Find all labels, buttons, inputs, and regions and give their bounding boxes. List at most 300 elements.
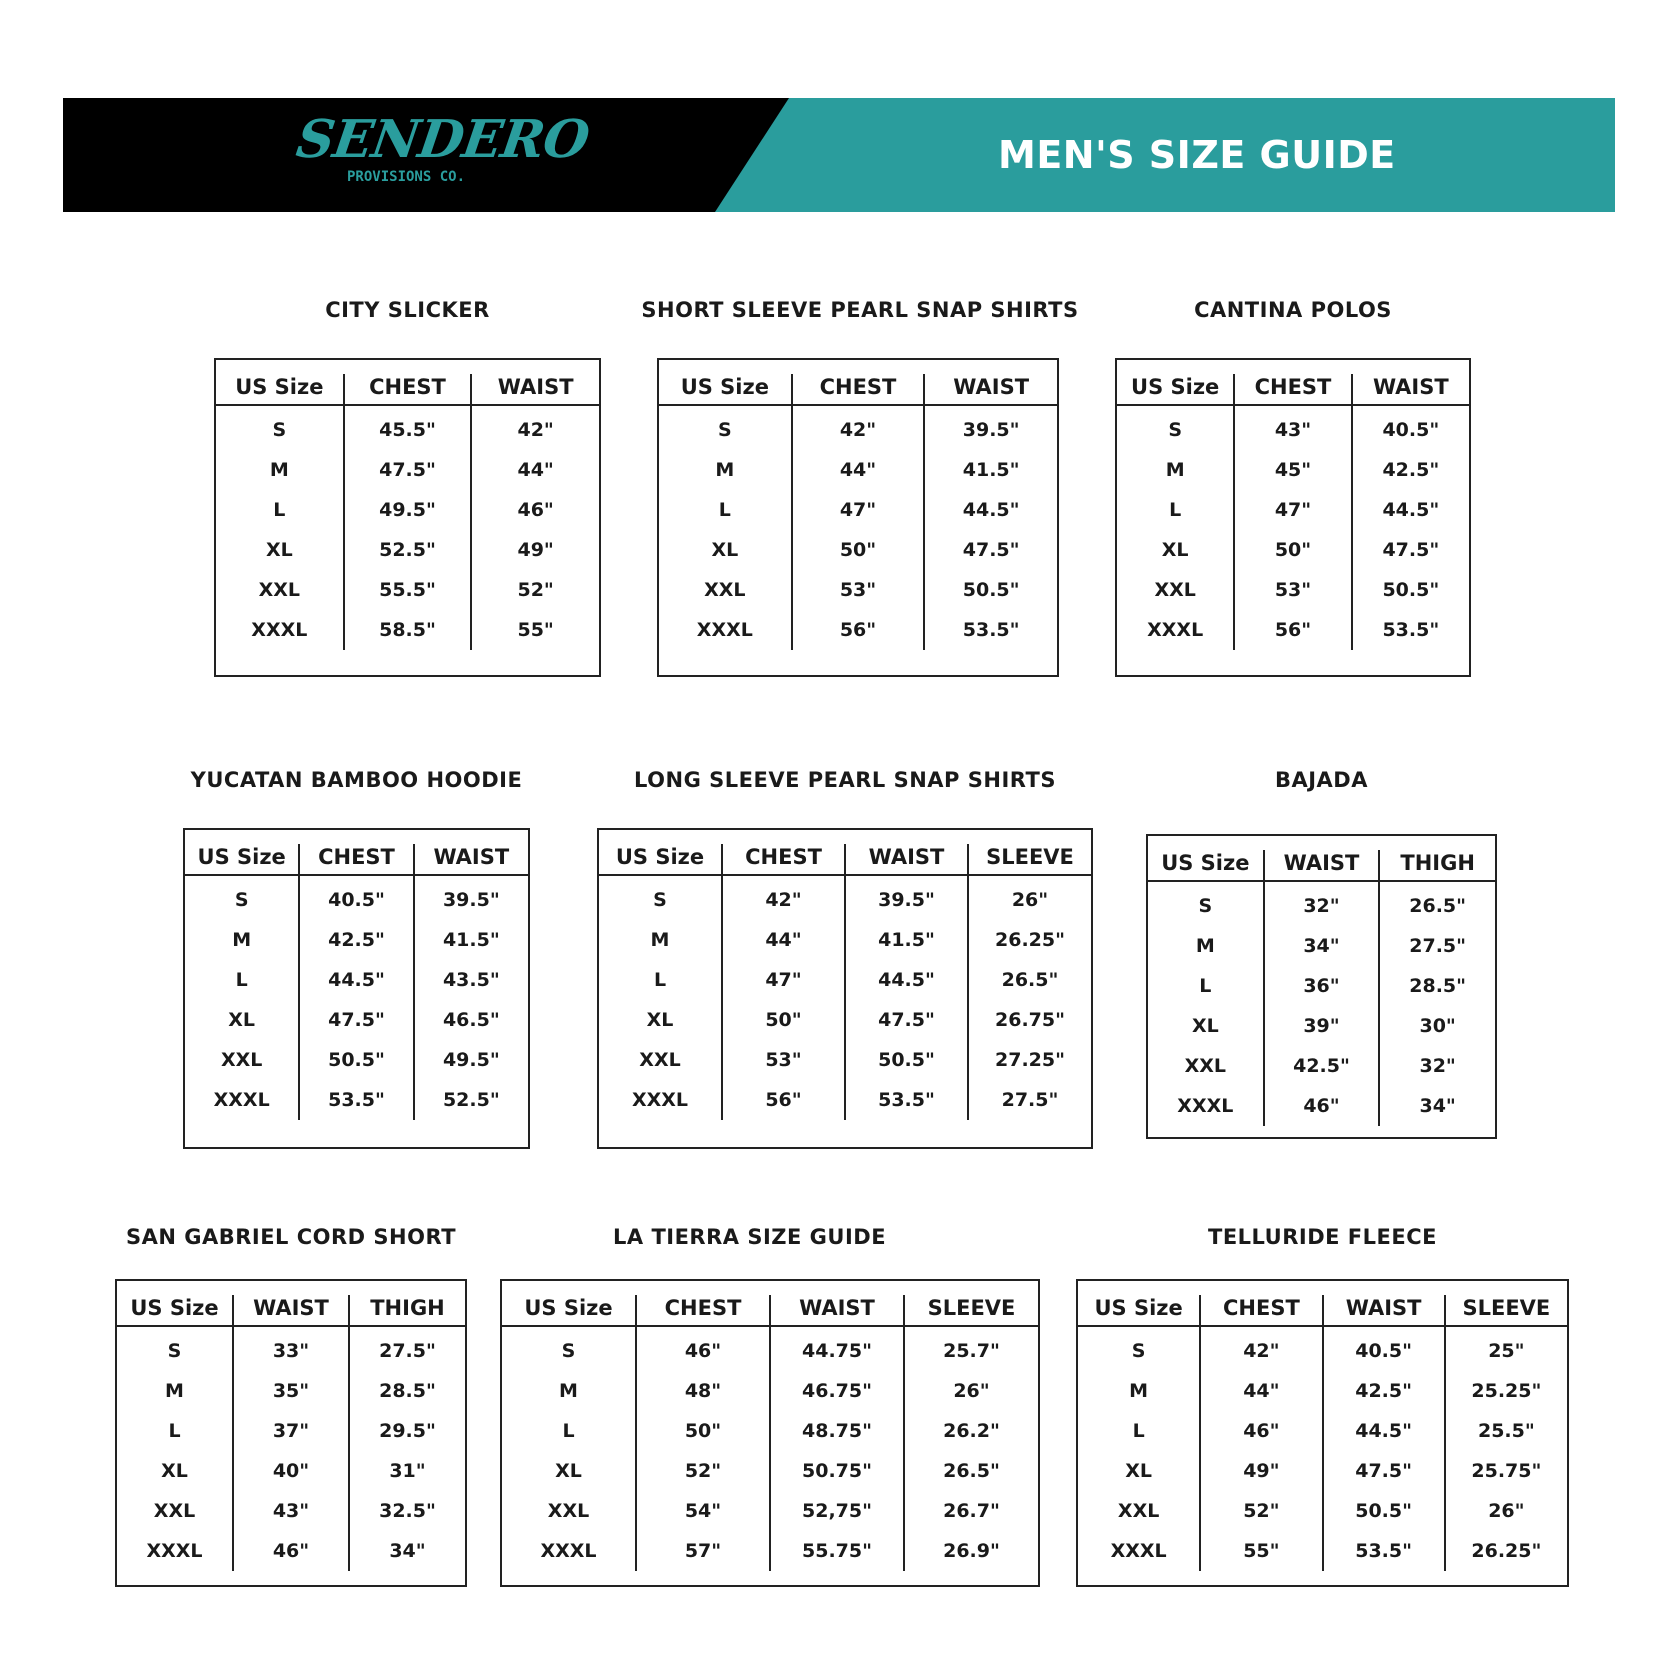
size-label-cell: L [1199, 975, 1212, 998]
measurement-cell: 26.5" [968, 960, 1091, 1000]
column-header: US Size [1148, 850, 1264, 881]
column-header: US Size [599, 844, 722, 875]
brand-name: SENDERO [292, 109, 593, 170]
measurement-cell: 26.25" [1445, 1531, 1567, 1571]
table-row [117, 1451, 465, 1491]
measurement-cell: 26.5" [1379, 881, 1495, 926]
measurement-cell: 42" [471, 405, 599, 450]
measurement-cell: 50.5" [924, 570, 1057, 610]
measurement-cell: 42" [722, 875, 845, 920]
measurement-cell: 46" [1264, 1086, 1380, 1126]
table-row [117, 1371, 465, 1411]
table-row [117, 1411, 465, 1451]
measurement-cell: 44.5" [299, 960, 413, 1000]
table-row [1117, 490, 1469, 530]
table-row [599, 1000, 1091, 1040]
size-label-cell: XXL [220, 1049, 263, 1072]
size-label-cell: M [1195, 935, 1215, 958]
column-header: WAIST [1323, 1295, 1445, 1326]
measurement-cell: 42.5" [299, 920, 413, 960]
column-header: SLEEVE [968, 844, 1091, 875]
measurement-cell: 50" [636, 1411, 770, 1451]
table-row [1117, 530, 1469, 570]
size-label-cell: XXL [153, 1500, 196, 1523]
size-label-cell: XL [1125, 1460, 1152, 1483]
measurement-cell: 52" [636, 1451, 770, 1491]
measurement-cell: 55" [471, 610, 599, 650]
size-label-cell: S [717, 419, 732, 442]
measurement-cell: 53.5" [1352, 610, 1469, 650]
measurement-cell: 45.5" [344, 405, 472, 450]
size-label-cell: S [1131, 1340, 1146, 1363]
measurement-cell: 46.5" [414, 1000, 528, 1040]
measurement-cell: 52.5" [414, 1080, 528, 1120]
measurement-cell: 42.5" [1352, 450, 1469, 490]
size-table-telluride-fleece [1076, 1279, 1569, 1587]
measurement-cell: 49.5" [414, 1040, 528, 1080]
measurement-cell: 50.75" [770, 1451, 904, 1491]
size-label-cell: XXL [1117, 1500, 1160, 1523]
size-label-cell: M [715, 459, 735, 482]
size-label-cell: XXXL [631, 1089, 689, 1112]
measurement-cell: 52,75" [770, 1491, 904, 1531]
size-label-cell: XL [265, 539, 293, 562]
table-row [185, 920, 528, 960]
column-header: WAIST [1352, 374, 1469, 405]
measurement-cell: 53.5" [845, 1080, 968, 1120]
measurement-cell: 39" [1264, 1006, 1380, 1046]
size-label-cell: L [168, 1420, 181, 1443]
table-row [216, 405, 599, 450]
column-header: WAIST [233, 1295, 349, 1326]
table-row [502, 1411, 1038, 1451]
measurement-cell: 52" [1200, 1491, 1322, 1531]
measurement-cell: 26.5" [904, 1451, 1038, 1491]
size-table-grid [185, 844, 528, 1120]
measurement-cell: 42" [1200, 1326, 1322, 1371]
measurement-cell: 53.5" [1323, 1531, 1445, 1571]
table-row [599, 920, 1091, 960]
measurement-cell: 28.5" [1379, 966, 1495, 1006]
measurement-cell: 53.5" [299, 1080, 413, 1120]
size-label-cell: XXXL [540, 1540, 597, 1563]
column-header: CHEST [299, 844, 413, 875]
table-row [1148, 926, 1495, 966]
table-row [659, 450, 1057, 490]
table-row [1148, 1006, 1495, 1046]
measurement-cell: 47.5" [344, 450, 472, 490]
measurement-cell: 41.5" [414, 920, 528, 960]
measurement-cell: 25.7" [904, 1326, 1038, 1371]
size-label-cell: M [232, 929, 252, 952]
size-table-la-tierra [500, 1279, 1040, 1587]
measurement-cell: 53" [722, 1040, 845, 1080]
measurement-cell: 50.5" [1323, 1491, 1445, 1531]
size-label-cell: M [559, 1380, 578, 1403]
measurement-cell: 43" [233, 1491, 349, 1531]
column-header: THIGH [1379, 850, 1495, 881]
column-header: SLEEVE [1445, 1295, 1567, 1326]
size-label-cell: M [650, 929, 670, 952]
page-title: MEN'S SIZE GUIDE [998, 133, 1396, 177]
size-label-cell: XXL [1184, 1055, 1227, 1078]
size-label-cell: L [718, 499, 731, 522]
table-row [216, 450, 599, 490]
column-header: WAIST [1264, 850, 1380, 881]
column-header: WAIST [770, 1295, 904, 1326]
measurement-cell: 47.5" [299, 1000, 413, 1040]
table-row [1117, 450, 1469, 490]
measurement-cell: 40" [233, 1451, 349, 1491]
measurement-cell: 46" [1200, 1411, 1322, 1451]
table-row [1117, 570, 1469, 610]
measurement-cell: 39.5" [414, 875, 528, 920]
table-row [502, 1531, 1038, 1571]
table-header-row [185, 844, 528, 875]
table-row [1078, 1411, 1567, 1451]
measurement-cell: 25.5" [1445, 1411, 1567, 1451]
table-row [1117, 610, 1469, 650]
measurement-cell: 26" [968, 875, 1091, 920]
measurement-cell: 27.25" [968, 1040, 1091, 1080]
size-table-grid [1078, 1295, 1567, 1571]
measurement-cell: 50.5" [299, 1040, 413, 1080]
measurement-cell: 52.5" [344, 530, 472, 570]
measurement-cell: 44" [722, 920, 845, 960]
measurement-cell: 25.75" [1445, 1451, 1567, 1491]
size-table-grid [502, 1295, 1038, 1571]
measurement-cell: 33" [233, 1326, 349, 1371]
chart-title-telluride-fleece: TELLURIDE FLEECE [1208, 1225, 1437, 1249]
measurement-cell: 58.5" [344, 610, 472, 650]
size-table-cantina-polos [1115, 358, 1471, 677]
table-row [117, 1491, 465, 1531]
measurement-cell: 50" [792, 530, 925, 570]
size-table-san-gabriel-cord-short [115, 1279, 467, 1587]
table-row [1148, 966, 1495, 1006]
brand-subtitle: PROVISIONS CO. [347, 169, 466, 185]
measurement-cell: 41.5" [845, 920, 968, 960]
chart-title-san-gabriel-cord-short: SAN GABRIEL CORD SHORT [125, 1225, 457, 1249]
column-header: CHEST [344, 374, 472, 405]
table-row [599, 875, 1091, 920]
measurement-cell: 40.5" [1352, 405, 1469, 450]
table-row [1117, 405, 1469, 450]
measurement-cell: 57" [636, 1531, 770, 1571]
measurement-cell: 56" [1234, 610, 1351, 650]
size-label-cell: S [234, 889, 249, 912]
measurement-cell: 47" [792, 490, 925, 530]
measurement-cell: 29.5" [349, 1411, 465, 1451]
size-table-grid [599, 844, 1091, 1120]
measurement-cell: 27.5" [1379, 926, 1495, 966]
chart-title-bajada: BAJADA [1274, 768, 1368, 792]
measurement-cell: 25.25" [1445, 1371, 1567, 1411]
size-label-cell: S [272, 419, 287, 442]
chart-title-long-sleeve-pearl-snap: LONG SLEEVE PEARL SNAP SHIRTS [634, 768, 1056, 792]
chart-title-city-slicker: CITY SLICKER [325, 298, 490, 322]
column-header: WAIST [924, 374, 1057, 405]
table-header-row [502, 1295, 1038, 1326]
size-label-cell: L [1132, 1420, 1145, 1443]
column-header: WAIST [845, 844, 968, 875]
column-header: CHEST [1200, 1295, 1322, 1326]
column-header: US Size [1117, 374, 1234, 405]
column-header: US Size [216, 374, 344, 405]
size-label-cell: XL [1161, 539, 1189, 562]
size-label-cell: L [653, 969, 667, 992]
measurement-cell: 34" [1264, 926, 1380, 966]
measurement-cell: 44.5" [1352, 490, 1469, 530]
table-row [117, 1326, 465, 1371]
chart-title-yucatan-bamboo-hoodie: YUCATAN BAMBOO HOODIE [190, 768, 523, 792]
measurement-cell: 52" [471, 570, 599, 610]
measurement-cell: 50" [722, 1000, 845, 1040]
column-header: CHEST [722, 844, 845, 875]
measurement-cell: 50.5" [845, 1040, 968, 1080]
size-label-cell: XXL [704, 579, 746, 602]
measurement-cell: 31" [349, 1451, 465, 1491]
size-table-grid [216, 374, 599, 650]
measurement-cell: 44.75" [770, 1326, 904, 1371]
size-label-cell: L [235, 969, 248, 992]
column-header: CHEST [792, 374, 925, 405]
column-header: US Size [185, 844, 299, 875]
size-table-grid [1117, 374, 1469, 650]
measurement-cell: 37" [233, 1411, 349, 1451]
measurement-cell: 47.5" [845, 1000, 968, 1040]
table-row [502, 1451, 1038, 1491]
measurement-cell: 48" [636, 1371, 770, 1411]
measurement-cell: 49" [471, 530, 599, 570]
measurement-cell: 44.5" [924, 490, 1057, 530]
size-label-cell: XL [161, 1460, 188, 1483]
table-row [502, 1491, 1038, 1531]
size-table-yucatan-bamboo-hoodie [183, 828, 530, 1149]
size-label-cell: XXXL [1110, 1540, 1167, 1563]
table-row [216, 610, 599, 650]
size-label-cell: XL [646, 1009, 674, 1032]
size-label-cell: XXXL [1147, 619, 1204, 642]
table-row [216, 490, 599, 530]
table-row [185, 1080, 528, 1120]
table-row [1078, 1531, 1567, 1571]
measurement-cell: 25" [1445, 1326, 1567, 1371]
measurement-cell: 49" [1200, 1451, 1322, 1491]
measurement-cell: 47" [1234, 490, 1351, 530]
measurement-cell: 26" [904, 1371, 1038, 1411]
size-label-cell: XL [711, 539, 739, 562]
size-label-cell: M [165, 1380, 184, 1403]
table-row [1148, 1046, 1495, 1086]
brand-logo [292, 109, 597, 204]
measurement-cell: 41.5" [924, 450, 1057, 490]
measurement-cell: 50.5" [1352, 570, 1469, 610]
table-row [659, 530, 1057, 570]
measurement-cell: 27.5" [968, 1080, 1091, 1120]
measurement-cell: 56" [792, 610, 925, 650]
column-header: WAIST [414, 844, 528, 875]
measurement-cell: 36" [1264, 966, 1380, 1006]
size-table-bajada [1146, 834, 1497, 1139]
table-row [185, 960, 528, 1000]
table-row [599, 1080, 1091, 1120]
measurement-cell: 32" [1264, 881, 1380, 926]
measurement-cell: 46" [233, 1531, 349, 1571]
chart-title-cantina-polos: CANTINA POLOS [1194, 298, 1392, 322]
measurement-cell: 44.5" [1323, 1411, 1445, 1451]
table-row [502, 1371, 1038, 1411]
measurement-cell: 47" [722, 960, 845, 1000]
measurement-cell: 27.5" [349, 1326, 465, 1371]
size-label-cell: XL [228, 1009, 256, 1032]
size-label-cell: XXL [639, 1049, 681, 1072]
measurement-cell: 34" [1379, 1086, 1495, 1126]
chart-title-short-sleeve-pearl-snap: SHORT SLEEVE PEARL SNAP SHIRTS [641, 298, 1079, 322]
table-header-row [599, 844, 1091, 875]
table-row [1078, 1491, 1567, 1531]
table-header-row [117, 1295, 465, 1326]
table-row [599, 1040, 1091, 1080]
measurement-cell: 26.25" [968, 920, 1091, 960]
measurement-cell: 26.7" [904, 1491, 1038, 1531]
size-label-cell: XL [555, 1460, 582, 1483]
table-row [1078, 1371, 1567, 1411]
measurement-cell: 28.5" [349, 1371, 465, 1411]
size-label-cell: L [273, 499, 286, 522]
size-table-grid [1148, 850, 1495, 1126]
measurement-cell: 55" [1200, 1531, 1322, 1571]
column-header: SLEEVE [904, 1295, 1038, 1326]
table-row [599, 960, 1091, 1000]
table-row [1078, 1326, 1567, 1371]
measurement-cell: 35" [233, 1371, 349, 1411]
measurement-cell: 26.75" [968, 1000, 1091, 1040]
measurement-cell: 44" [792, 450, 925, 490]
measurement-cell: 47.5" [1352, 530, 1469, 570]
column-header: WAIST [471, 374, 599, 405]
table-row [216, 530, 599, 570]
size-label-cell: XL [1191, 1015, 1219, 1038]
header-banner [63, 98, 1615, 212]
size-label-cell: XXXL [146, 1540, 203, 1563]
size-label-cell: M [269, 459, 289, 482]
table-row [117, 1531, 465, 1571]
measurement-cell: 39.5" [845, 875, 968, 920]
measurement-cell: 42.5" [1264, 1046, 1380, 1086]
measurement-cell: 26.2" [904, 1411, 1038, 1451]
measurement-cell: 26" [1445, 1491, 1567, 1531]
size-label-cell: XXL [1154, 579, 1196, 602]
size-label-cell: XXXL [696, 619, 753, 642]
measurement-cell: 44" [471, 450, 599, 490]
measurement-cell: 54" [636, 1491, 770, 1531]
measurement-cell: 45" [1234, 450, 1351, 490]
column-header: US Size [659, 374, 792, 405]
table-header-row [659, 374, 1057, 405]
measurement-cell: 32.5" [349, 1491, 465, 1531]
column-header: US Size [117, 1295, 233, 1326]
size-label-cell: L [1169, 499, 1182, 522]
measurement-cell: 34" [349, 1531, 465, 1571]
measurement-cell: 43" [1234, 405, 1351, 450]
table-row [185, 875, 528, 920]
table-header-row [1078, 1295, 1567, 1326]
table-header-row [1148, 850, 1495, 881]
measurement-cell: 42.5" [1323, 1371, 1445, 1411]
size-label-cell: L [562, 1420, 575, 1443]
size-label-cell: XXXL [213, 1089, 270, 1112]
size-label-cell: M [1165, 459, 1185, 482]
measurement-cell: 46" [471, 490, 599, 530]
table-header-row [1117, 374, 1469, 405]
measurement-cell: 56" [722, 1080, 845, 1120]
measurement-cell: 55.75" [770, 1531, 904, 1571]
table-row [659, 490, 1057, 530]
size-table-city-slicker [214, 358, 601, 677]
measurement-cell: 48.75" [770, 1411, 904, 1451]
measurement-cell: 30" [1379, 1006, 1495, 1046]
measurement-cell: 44.5" [845, 960, 968, 1000]
size-label-cell: XXXL [1177, 1095, 1234, 1118]
table-row [1148, 1086, 1495, 1126]
measurement-cell: 46.75" [770, 1371, 904, 1411]
measurement-cell: 40.5" [1323, 1326, 1445, 1371]
table-row [659, 405, 1057, 450]
size-label-cell: XXL [258, 579, 301, 602]
measurement-cell: 47.5" [924, 530, 1057, 570]
size-label-cell: S [1198, 895, 1213, 918]
column-header: CHEST [1234, 374, 1351, 405]
table-header-row [216, 374, 599, 405]
measurement-cell: 53" [792, 570, 925, 610]
measurement-cell: 40.5" [299, 875, 413, 920]
measurement-cell: 46" [636, 1326, 770, 1371]
measurement-cell: 49.5" [344, 490, 472, 530]
size-label-cell: XXXL [251, 619, 308, 642]
measurement-cell: 50" [1234, 530, 1351, 570]
table-row [216, 570, 599, 610]
size-table-grid [659, 374, 1057, 650]
table-row [502, 1326, 1038, 1371]
size-label-cell: S [167, 1340, 182, 1363]
column-header: CHEST [636, 1295, 770, 1326]
size-table-grid [117, 1295, 465, 1571]
size-table-long-sleeve-pearl-snap [597, 828, 1093, 1149]
size-table-short-sleeve-pearl-snap [657, 358, 1059, 677]
table-row [659, 610, 1057, 650]
size-label-cell: XXL [547, 1500, 590, 1523]
measurement-cell: 39.5" [924, 405, 1057, 450]
table-row [185, 1000, 528, 1040]
measurement-cell: 42" [792, 405, 925, 450]
measurement-cell: 53.5" [924, 610, 1057, 650]
measurement-cell: 53" [1234, 570, 1351, 610]
measurement-cell: 47.5" [1323, 1451, 1445, 1491]
table-row [185, 1040, 528, 1080]
column-header: US Size [502, 1295, 636, 1326]
table-row [1078, 1451, 1567, 1491]
measurement-cell: 55.5" [344, 570, 472, 610]
chart-title-la-tierra: LA TIERRA SIZE GUIDE [613, 1225, 887, 1249]
size-label-cell: S [1168, 419, 1182, 442]
measurement-cell: 32" [1379, 1046, 1495, 1086]
column-header: THIGH [349, 1295, 465, 1326]
size-label-cell: S [653, 889, 667, 912]
measurement-cell: 26.9" [904, 1531, 1038, 1571]
measurement-cell: 43.5" [414, 960, 528, 1000]
column-header: US Size [1078, 1295, 1200, 1326]
